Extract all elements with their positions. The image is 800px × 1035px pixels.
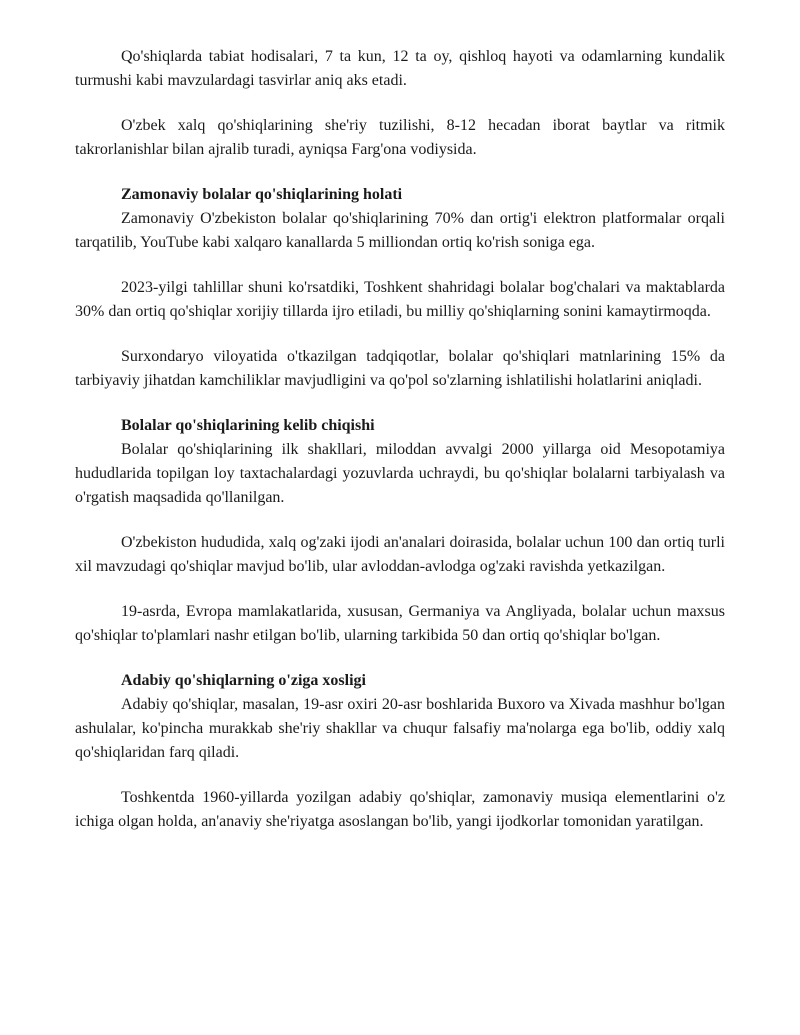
body-paragraph: Bolalar qo'shiqlarining ilk shakllari, miloddan avvalgi 2000 yillarga oid Mesopotamiya hududlarida topilgan loy taxtachalardagi yozuvlarda uchraydi, bu qo'shiqlar bolalarni tarbiyalash va o'rgatish maqsadida qo'llanilgan. (75, 441, 725, 506)
body-paragraph: Toshkentda 1960-yillarda yozilgan adabiy qo'shiqlar, zamonaviy musiqa elementlarini o'z ichiga olgan holda, an'anaviy she'riyatga asoslangan bo'lib, yangi ijodkorlar tomonidan yaratilgan. (75, 789, 725, 830)
body-paragraph: Zamonaviy O'zbekiston bolalar qo'shiqlarining 70% dan ortig'i elektron platformalar orqali tarqatilib, YouTube kabi xalqaro kanallarda 5 milliondan ortiq ko'rish soniga ega. (75, 210, 725, 251)
body-paragraph: O'zbekiston hududida, xalq og'zaki ijodi an'analari doirasida, bolalar uchun 100 dan ortiq turli xil mavzudagi qo'shiqlar mavjud bo'lib, ular avloddan-avlodga og'zaki ravishda yetkazilgan. (75, 534, 725, 575)
document-page (75, 45, 725, 855)
body-paragraph: 2023-yilgi tahlillar shuni ko'rsatdiki, Toshkent shahridagi bolalar bog'chalari va maktablarda 30% dan ortiq qo'shiqlar xorijiy tillarda ijro etiladi, bu milliy qo'shiqlarning sonini kamaytirmoqda. (75, 279, 725, 320)
body-paragraph: O'zbek xalq qo'shiqlarining she'riy tuzilishi, 8-12 hecadan iborat baytlar va ritmik takrorlanishlar bilan ajralib turadi, ayniqsa Farg'ona vodiysida. (75, 117, 725, 158)
section-heading: Adabiy qo'shiqlarning o'ziga xosligi (121, 672, 366, 689)
body-paragraph: Qo'shiqlarda tabiat hodisalari, 7 ta kun, 12 ta oy, qishloq hayoti va odamlarning kundalik turmushi kabi mavzulardagi tasvirlar aniq aks etadi. (75, 48, 725, 89)
body-paragraph: Surxondaryo viloyatida o'tkazilgan tadqiqotlar, bolalar qo'shiqlari matnlarining 15% da tarbiyaviy jihatdan kamchiliklar mavjudligini va qo'pol so'zlarning ishlatilishi holatlarini aniqladi. (75, 348, 725, 389)
section-heading: Zamonaviy bolalar qo'shiqlarining holati (121, 186, 403, 203)
body-paragraph: Adabiy qo'shiqlar, masalan, 19-asr oxiri 20-asr boshlarida Buxoro va Xivada mashhur bo'lgan ashulalar, ko'pincha murakkab she'riy shakllar va chuqur falsafiy ma'nolarga ega bo'lib, oddiy xalq qo'shiqlaridan farq qiladi. (75, 696, 725, 761)
section-heading: Bolalar qo'shiqlarining kelib chiqishi (121, 417, 375, 434)
body-paragraph: 19-asrda, Evropa mamlakatlarida, xususan, Germaniya va Angliyada, bolalar uchun maxsus qo'shiqlar to'plamlari nashr etilgan bo'lib, ularning tarkibida 50 dan ortiq qo'shiqlar bo'lgan. (75, 603, 725, 644)
